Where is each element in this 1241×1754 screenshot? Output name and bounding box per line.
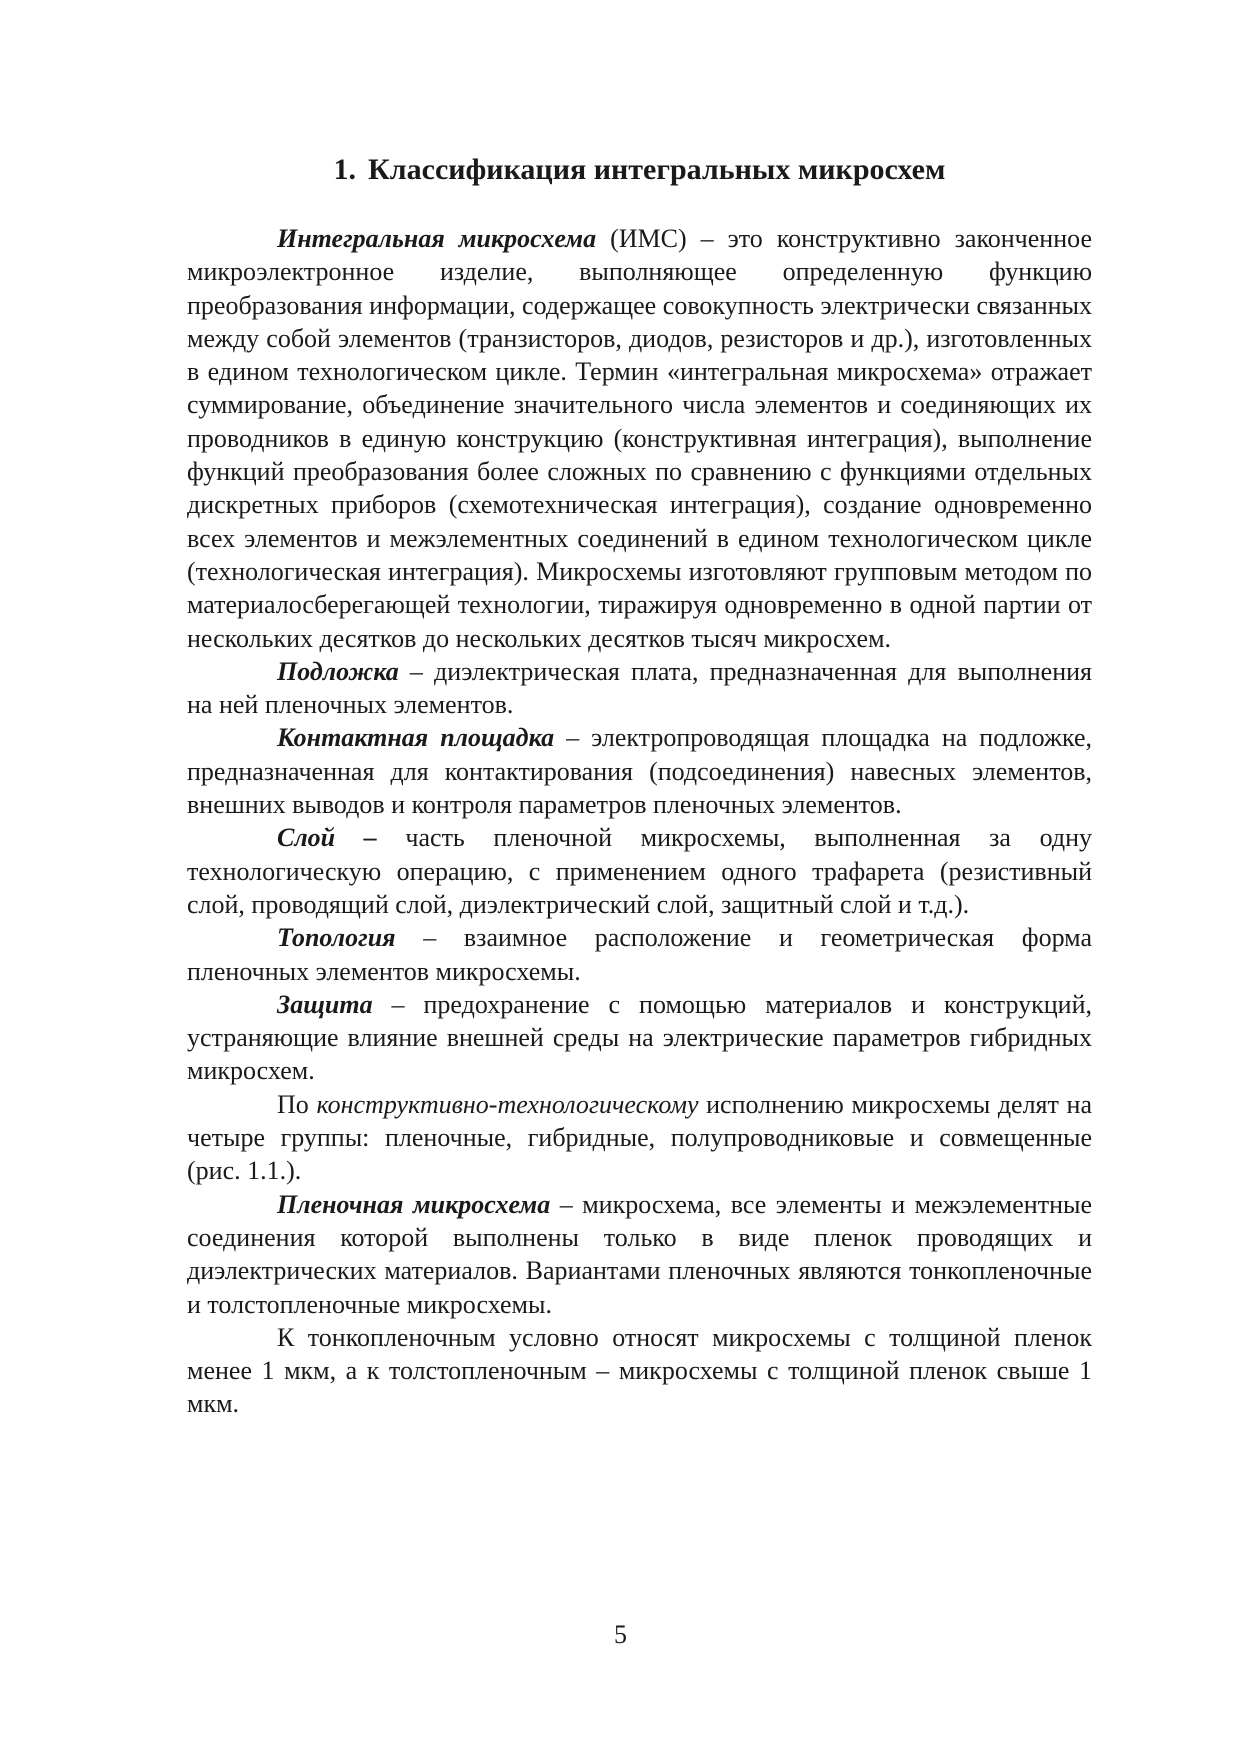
paragraph-contact-pad bbox=[187, 721, 1092, 821]
definition-film-microcircuit: – микросхема, все элементы и межэлементные соединения которой выполнены только в виде пленок проводящих и диэлектрических материалов. Вариантами пленочных являются тонкопленочные и толстопленочные микросхемы. bbox=[187, 1189, 1092, 1319]
definition-substrate: – диэлектрическая плата, предназначенная для выполнения на ней пленочных элементов. bbox=[187, 656, 1092, 720]
term-layer: Слой – bbox=[277, 823, 377, 853]
page-title bbox=[187, 150, 1092, 190]
definition-layer: часть пленочной микросхемы, выполненная за одну технологическую операцию, с применением одного трафарета (резистивный слой, проводящий слой, диэлектрический слой, защитный слой и т.д.). bbox=[187, 823, 1092, 919]
paragraph-layer bbox=[187, 821, 1092, 921]
paragraph-film-microcircuit bbox=[187, 1188, 1092, 1321]
definition-protection: – предохранение с помощью материалов и конструкций, устраняющие влияние внешней среды на электрические параметров гибридных микросхем. bbox=[187, 989, 1092, 1086]
page-number: 5 bbox=[614, 1620, 627, 1649]
classification-emphasis: конструктивно-технологическому bbox=[316, 1089, 699, 1119]
paragraph-ims-definition bbox=[187, 222, 1092, 655]
paragraph-classification bbox=[187, 1088, 1092, 1188]
term-substrate: Подложка bbox=[277, 656, 399, 686]
term-ims: Интегральная микросхема bbox=[277, 224, 597, 253]
definition-ims: (ИМС) – это конструктивно законченное микроэлектронное изделие, выполняющее определенную функцию преобразования информации, содержащее совокупность электрически связанных между собой элементов (транзисторов, диодов, резисторов и др.), изготовленных в едином технологическом цикле. Термин «интегральная микросхема» отражает суммирование, объединение значительного числа элементов и соединяющих их проводников в единую конструкцию (конструктивная интеграция), выполнение функций преобразования более сложных по сравнению с функциями отдельных дискретных приборов (схемотехническая интеграция), создание одновременно всех элементов и межэлементных соединений в едином технологическом цикле (технологическая интеграция). Микросхемы изготовляют групповым методом по материалосберегающей технологии, тиражируя одновременно в одной партии от нескольких десятков до нескольких десятков тысяч микросхем. bbox=[187, 224, 1092, 653]
paragraph-protection bbox=[187, 988, 1092, 1088]
definition-topology: – взаимное расположение и геометрическая форма пленочных элементов микросхемы. bbox=[187, 923, 1092, 986]
section-number: 1. bbox=[333, 153, 357, 186]
definition-contact-pad: – электропроводящая площадка на подложке, предназначенная для контактирования (подсоединения) навесных элементов, внешних выводов и контроля параметров пленочных элементов. bbox=[187, 723, 1093, 820]
paragraph-film-thickness bbox=[187, 1321, 1092, 1421]
term-contact-pad: Контактная площадка bbox=[277, 723, 555, 753]
term-topology: Топология bbox=[277, 923, 396, 953]
classification-text: исполнению микросхемы делят на четыре группы: пленочные, гибридные, полупроводниковые и совмещенные (рис. 1.1.). bbox=[187, 1089, 1092, 1186]
section-title-text: Классификация интегральных микросхем bbox=[368, 153, 946, 186]
term-film-microcircuit: Пленочная микросхема bbox=[277, 1189, 551, 1219]
term-protection: Защита bbox=[277, 989, 373, 1019]
paragraph-substrate bbox=[187, 655, 1092, 722]
paragraph-topology bbox=[187, 921, 1092, 988]
film-thickness-text: К тонкопленочным условно относят микросхемы с толщиной пленок менее 1 мкм, а к толстопленочным – микросхемы с толщиной пленок свыше 1 мкм. bbox=[187, 1322, 1092, 1419]
classification-lead: По bbox=[277, 1089, 317, 1119]
body-text bbox=[187, 222, 1092, 1421]
